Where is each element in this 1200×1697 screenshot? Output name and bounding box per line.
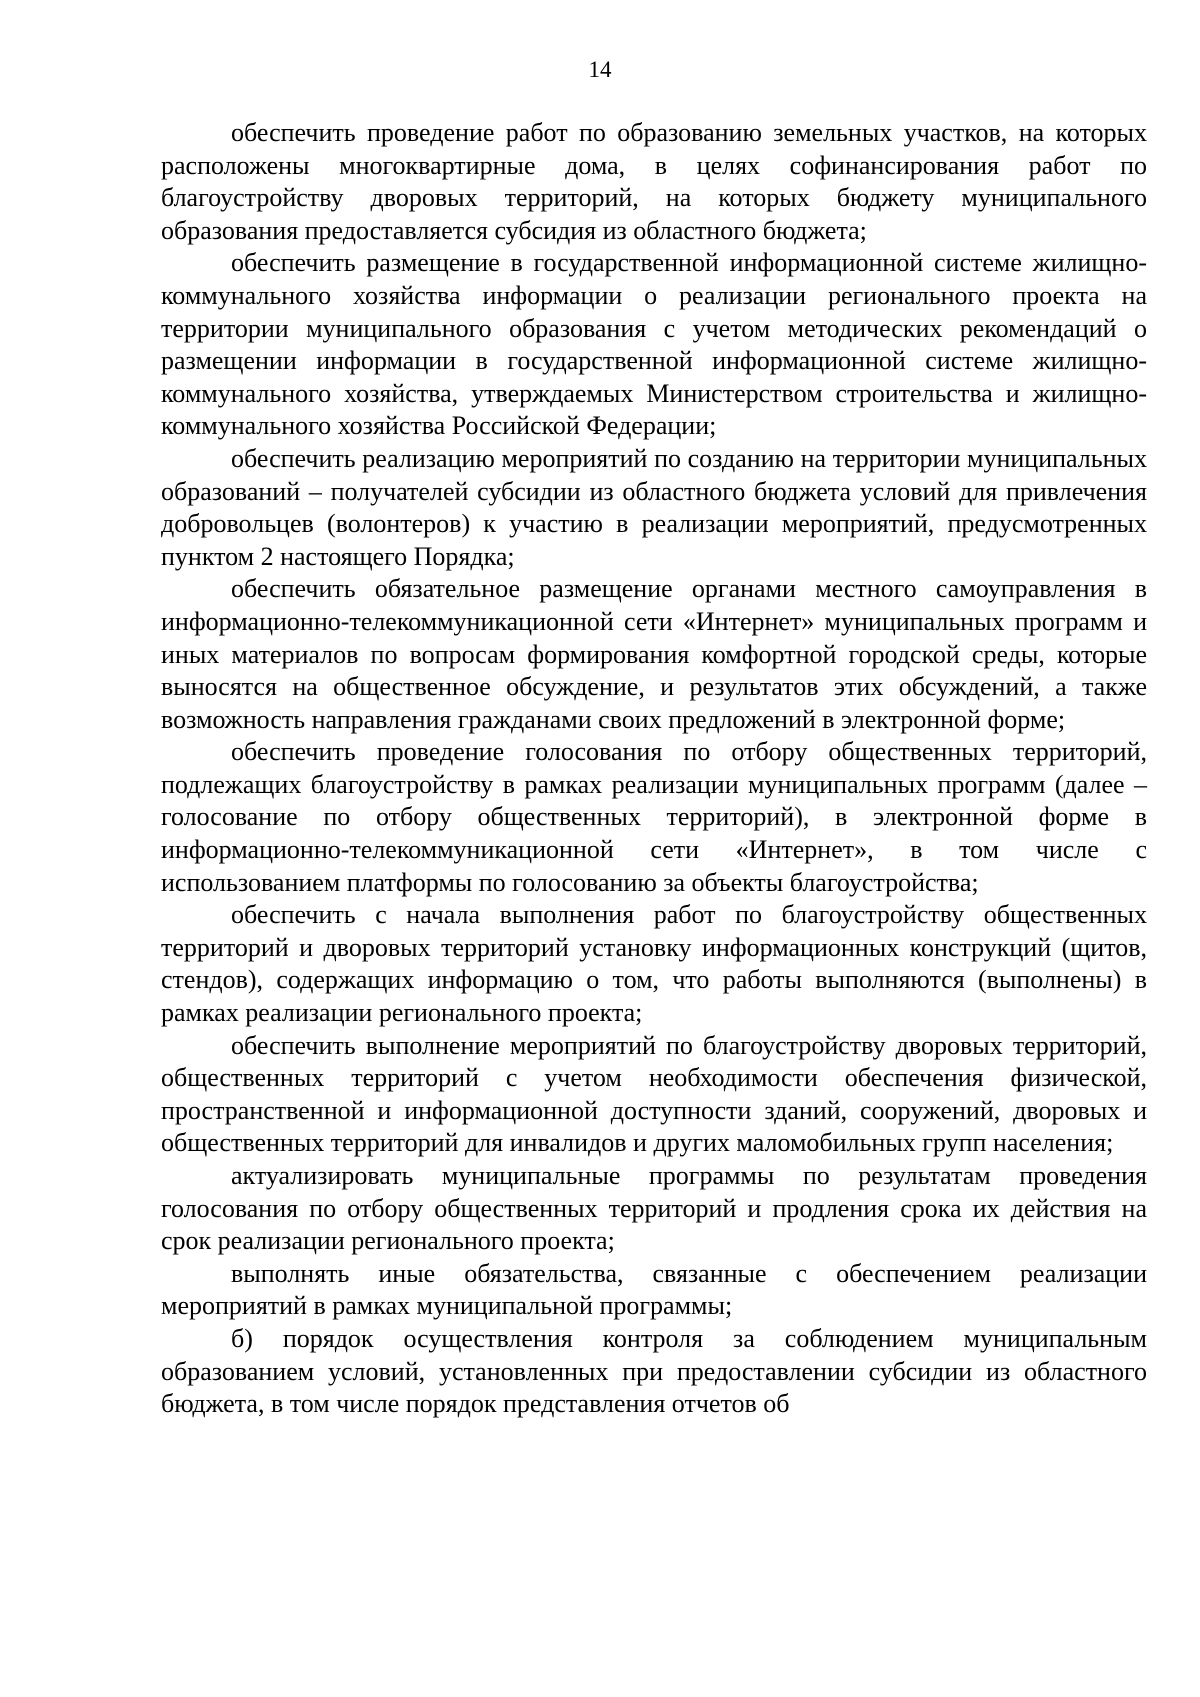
paragraph: обеспечить проведение голосования по отбору общественных территорий, подлежащих благоустройству в рамках реализации муниципальных программ (далее – голосование по отбору общественных территорий), в электронной форме в информационно-телекоммуникационной сети «Интернет», в том числе с использованием платформы по голосованию за объекты благоустройства; (161, 737, 1147, 897)
page-number: 14 (588, 57, 612, 82)
paragraph: обеспечить выполнение мероприятий по благоустройству дворовых территорий, общественных территорий с учетом необходимости обеспечения физической, пространственной и информационной доступности зданий, сооружений, дворовых и общественных территорий для инвалидов и других маломобильных групп населения; (161, 1030, 1147, 1158)
paragraph: актуализировать муниципальные программы по результатам проведения голосования по отбору общественных территорий и продления срока их действия на срок реализации регионального проекта; (161, 1161, 1147, 1256)
paragraph: обеспечить размещение в государственной информационной системе жилищно-коммунального хозяйства информации о реализации регионального проекта на территории муниципального образования с учетом методических рекомендаций о размещении информации в государственной информационной системе жилищно-коммунального хозяйства, утверждаемых Министерством строительства и жилищно-коммунального хозяйства Российской Федерации; (161, 248, 1147, 441)
paragraph: обеспечить с начала выполнения работ по благоустройству общественных территорий и дворовых территорий установку информационных конструкций (щитов, стендов), содержащих информацию о том, что работы выполняются (выполнены) в рамках реализации регионального проекта; (161, 900, 1147, 1028)
paragraph: выполнять иные обязательства, связанные с обеспечением реализации мероприятий в рамках муниципальной программы; (161, 1258, 1147, 1321)
paragraph: б) порядок осуществления контроля за соблюдением муниципальным образованием условий, установленных при предоставлении субсидии из областного бюджета, в том числе порядок представления отчетов об (161, 1323, 1147, 1419)
paragraph: обеспечить проведение работ по образованию земельных участков, на которых расположены многоквартирные дома, в целях софинансирования работ по благоустройству дворовых территорий, на которых бюджету муниципального образования предоставляется субсидия из областного бюджета; (161, 118, 1147, 245)
paragraph: обеспечить обязательное размещение органами местного самоуправления в информационно-телекоммуникационной сети «Интернет» муниципальных программ и иных материалов по вопросам формирования комфортной городской среды, которые выносятся на общественное обсуждение, и результатов этих обсуждений, а также возможность направления гражданами своих предложений в электронной форме; (161, 574, 1147, 734)
paragraph: обеспечить реализацию мероприятий по созданию на территории муниципальных образований – получателей субсидии из областного бюджета условий для привлечения добровольцев (волонтеров) к участию в реализации мероприятий, предусмотренных пунктом 2 настоящего Порядка; (161, 443, 1147, 571)
document-body (161, 117, 1147, 1421)
